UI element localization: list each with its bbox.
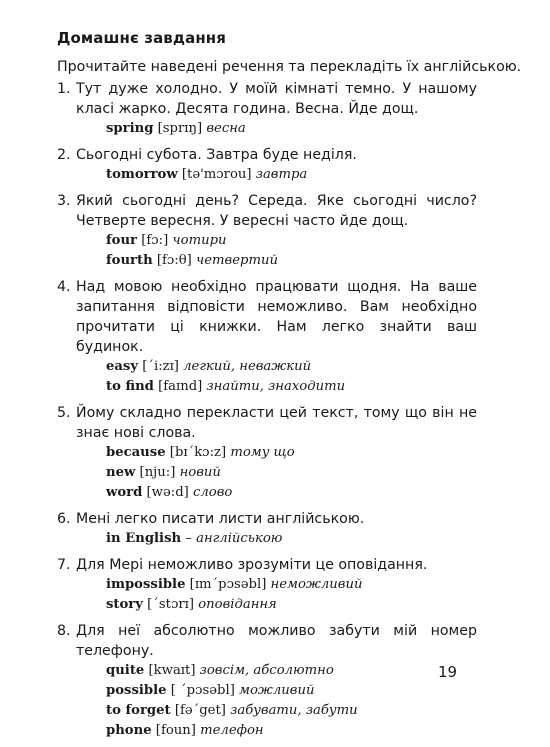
vocab-word: phone: [106, 723, 152, 738]
task-number: 2.: [57, 147, 71, 163]
vocabulary-entry: [106, 721, 477, 741]
vocab-transcription: [fɔ:]: [141, 233, 169, 248]
vocabulary-entry: [106, 443, 477, 463]
vocab-transcription: [foun]: [155, 723, 196, 738]
vocab-gloss: четвертий: [196, 253, 278, 268]
vocab-gloss: забувати, забути: [230, 703, 358, 718]
task-item: [57, 621, 477, 741]
vocabulary-entry: [106, 575, 477, 595]
vocab-word: word: [106, 485, 143, 500]
vocab-word: in English: [106, 531, 182, 546]
vocabulary-entry: [106, 165, 477, 185]
vocab-gloss: можливий: [239, 683, 315, 698]
task-number: 5.: [57, 405, 71, 421]
vocab-transcription: [fəˊget]: [174, 703, 226, 718]
vocabulary-block: [106, 357, 477, 397]
task-number: 8.: [57, 623, 71, 639]
vocab-gloss: оповідання: [198, 597, 277, 612]
vocabulary-block: [106, 231, 477, 271]
vocab-word: because: [106, 445, 166, 460]
task-item: [57, 191, 477, 271]
task-number: 4.: [57, 279, 71, 295]
vocab-word: spring: [106, 121, 154, 136]
task-sentence: Мені легко писати листи англійською.: [76, 511, 365, 527]
vocab-gloss: завтра: [255, 167, 308, 182]
task-sentence: Для Мері неможливо зрозуміти це оповідання.: [76, 557, 428, 573]
vocab-word: to find: [106, 379, 154, 394]
vocabulary-entry: [106, 681, 477, 701]
vocab-gloss: новий: [179, 465, 221, 480]
task-list: [57, 79, 477, 747]
vocabulary-entry: [106, 377, 477, 397]
vocab-gloss: зовсім, абсолютно: [199, 663, 334, 678]
task-number: 1.: [57, 81, 71, 97]
vocab-word: four: [106, 233, 138, 248]
vocabulary-entry: [106, 483, 477, 503]
task-sentence: Для неї абсолютно можливо забути мій номер телефону.: [76, 623, 477, 659]
vocab-gloss: легкий, неважкий: [183, 359, 312, 374]
vocabulary-entry: [106, 529, 477, 549]
vocabulary-block: [106, 661, 477, 741]
vocab-word: quite: [106, 663, 145, 678]
task-item: [57, 403, 477, 503]
task-item: [57, 509, 477, 549]
task-sentence: Який сьогодні день? Середа. Яке сьогодні число? Четверте вересня. У вересні часто йде дощ.: [76, 193, 477, 229]
vocab-gloss: тому що: [230, 445, 295, 460]
vocab-transcription: [wə:d]: [146, 485, 189, 500]
vocab-transcription: [fɔ:θ]: [156, 253, 192, 268]
vocabulary-entry: [106, 701, 477, 721]
vocabulary-block: [106, 443, 477, 503]
vocabulary-block: [106, 529, 477, 549]
vocab-transcription: [bɪˊkɔ:z]: [169, 445, 227, 460]
vocab-word: story: [106, 597, 143, 612]
vocabulary-entry: [106, 595, 477, 615]
vocabulary-entry: [106, 251, 477, 271]
vocab-transcription: [ˊstɔrɪ]: [147, 597, 194, 612]
task-item: [57, 79, 477, 139]
vocab-word: tomorrow: [106, 167, 178, 182]
task-sentence: Йому складно перекласти цей текст, тому що він не знає нові слова.: [76, 405, 477, 441]
vocab-gloss: неможливий: [270, 577, 363, 592]
task-number: 6.: [57, 511, 71, 527]
task-sentence: Тут дуже холодно. У моїй кімнаті темно. У нашому класі жарко. Десята година. Весна. Йде дощ.: [76, 81, 477, 117]
task-item: [57, 145, 477, 185]
task-sentence: Сьогодні субота. Завтра буде неділя.: [76, 147, 357, 163]
task-number: 7.: [57, 557, 71, 573]
vocab-word: impossible: [106, 577, 186, 592]
instruction-text: Прочитайте наведені речення та перекладіть їх англійською.: [57, 59, 522, 75]
vocab-transcription: [ ˊpɔsəbl]: [170, 683, 235, 698]
vocabulary-entry: [106, 661, 477, 681]
vocab-gloss: англійською: [196, 531, 283, 546]
page-number: 19: [438, 663, 458, 681]
vocab-word: new: [106, 465, 136, 480]
vocab-word: possible: [106, 683, 167, 698]
vocab-sep: –: [185, 531, 192, 546]
vocab-word: fourth: [106, 253, 153, 268]
vocab-gloss: телефон: [200, 723, 264, 738]
vocab-word: to forget: [106, 703, 171, 718]
vocabulary-block: [106, 575, 477, 615]
vocab-transcription: [sprɪŋ]: [157, 121, 203, 136]
page-title: Домашнє завдання: [57, 29, 226, 47]
vocab-transcription: [ˊi:zɪ]: [142, 359, 179, 374]
task-number: 3.: [57, 193, 71, 209]
vocab-transcription: [ɪmˊpɔsəbl]: [189, 577, 267, 592]
vocab-transcription: [kwaɪt]: [148, 663, 196, 678]
task-item: [57, 277, 477, 397]
vocabulary-block: [106, 165, 477, 185]
vocabulary-block: [106, 119, 477, 139]
vocabulary-entry: [106, 463, 477, 483]
vocab-gloss: слово: [193, 485, 233, 500]
vocab-transcription: [nju:]: [139, 465, 176, 480]
vocab-transcription: [tə'mɔrou]: [181, 167, 252, 182]
vocabulary-entry: [106, 357, 477, 377]
vocab-gloss: весна: [206, 121, 246, 136]
vocab-gloss: знайти, знаходити: [206, 379, 346, 394]
task-item: [57, 555, 477, 615]
vocab-transcription: [faɪnd]: [158, 379, 203, 394]
vocab-word: easy: [106, 359, 139, 374]
vocab-gloss: чотири: [172, 233, 227, 248]
task-sentence: Над мовою необхідно працювати щодня. На ваше запитання відповісти неможливо. Вам необхідно прочитати ці книжки. Нам легко знайти ваш будинок.: [76, 279, 477, 355]
vocabulary-entry: [106, 231, 477, 251]
vocabulary-entry: [106, 119, 477, 139]
